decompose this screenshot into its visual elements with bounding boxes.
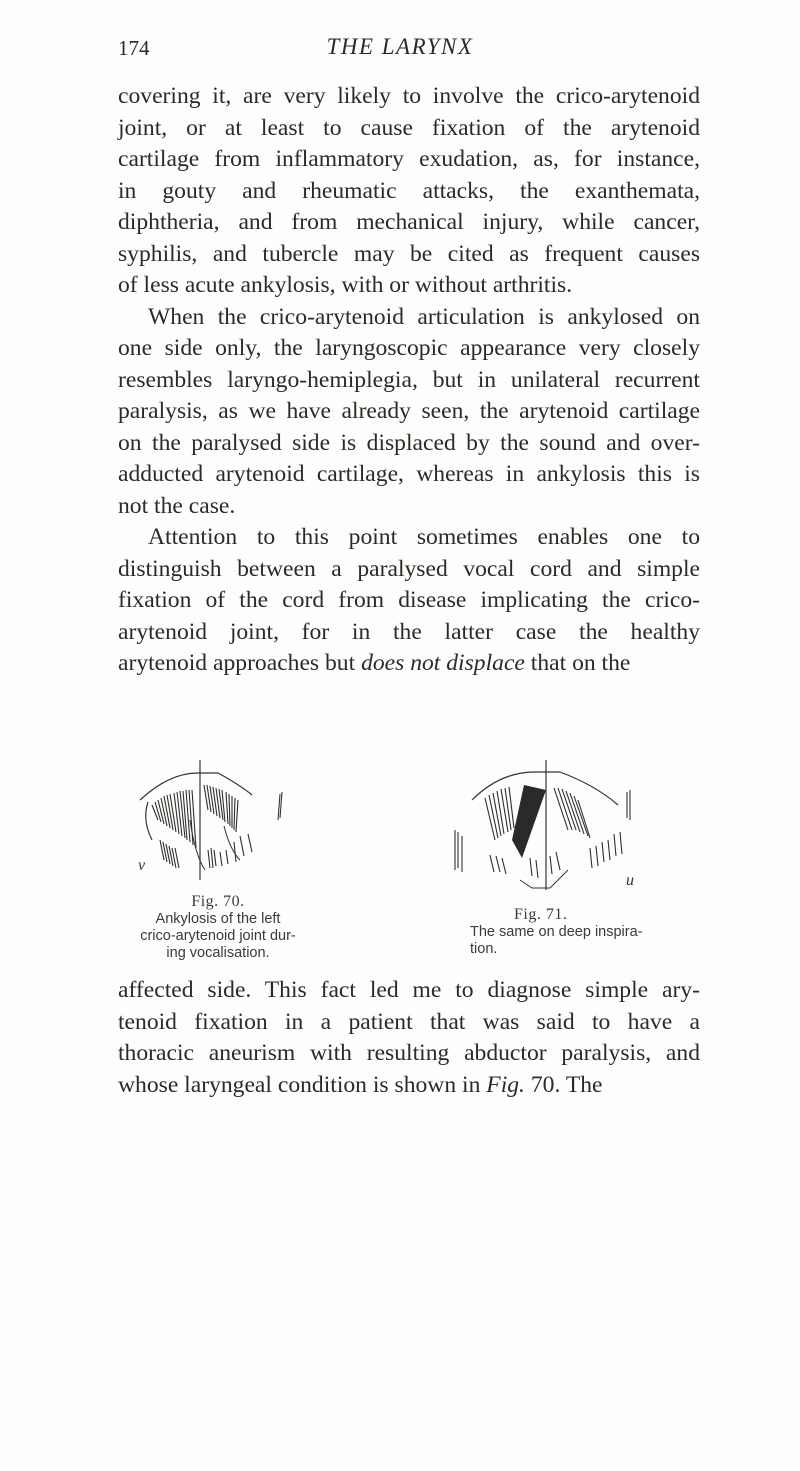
figure-70-illustration — [130, 760, 315, 880]
figure-70-label: Fig. 70. — [191, 893, 245, 910]
text-line: one side only, the laryngoscopic appearance very closely — [118, 335, 700, 361]
figure-71-caption-line: The same on deep inspira- — [470, 924, 643, 940]
text-line: diphtheria, and from mechanical injury, while cancer, — [118, 209, 700, 235]
text-line: in gouty and rheumatic attacks, the exanthemata, — [118, 177, 700, 204]
italic-phrase: does not displace — [361, 650, 525, 676]
text-line: thoracic aneurism with resulting abductor paralysis, and — [118, 1040, 700, 1066]
figure-71-illustration — [450, 760, 650, 895]
text-line: not the case. — [118, 492, 236, 519]
figure-70-caption — [118, 893, 318, 962]
paragraph-4 — [118, 975, 700, 1101]
figure-70-caption-line: crico-arytenoid joint dur- — [140, 928, 296, 944]
figure-71-caption-line: tion. — [470, 941, 498, 957]
text-line: tenoid fixation in a patient that was said to have a — [118, 1008, 700, 1035]
text-line: paralysis, as we have already seen, the arytenoid cartilage — [118, 398, 700, 424]
text-line: Attention to this point sometimes enables one to — [148, 524, 700, 550]
figure-70-letter: v — [138, 857, 146, 874]
text-line: resembles laryngo-hemiplegia, but in unilateral recurrent — [118, 366, 700, 393]
italic-fig-ref: Fig. — [486, 1071, 525, 1098]
figure-70-caption-line: ing vocalisation. — [166, 945, 270, 961]
paragraph-3 — [118, 522, 700, 680]
figure-71-letter: u — [626, 872, 634, 889]
text-line: fixation of the cord from disease implicating the crico- — [118, 587, 700, 613]
paragraph-2 — [118, 302, 700, 523]
figure-70-caption-line: Ankylosis of the left — [155, 911, 281, 927]
text-line: adducted arytenoid cartilage, whereas in ankylosis this is — [118, 461, 700, 487]
paragraph-4-last-line: whose laryngeal condition is shown in Fig. 70. The — [118, 1071, 603, 1098]
text-line: affected side. This fact led me to diagnose simple ary- — [118, 977, 700, 1003]
text-line: cartilage from inflammatory exudation, as, for instance, — [118, 146, 700, 172]
text-line: arytenoid joint, for in the latter case the healthy — [118, 618, 700, 645]
text-line: on the paralysed side is displaced by the sound and over- — [118, 429, 700, 456]
page-number: 174 — [118, 36, 150, 60]
paragraph-1 — [118, 81, 700, 302]
text-line: covering it, are very likely to involve the crico-arytenoid — [118, 83, 700, 109]
text-line: syphilis, and tubercle may be cited as frequent causes — [118, 240, 700, 267]
page-header — [0, 36, 800, 66]
figure-71-label: Fig. 71. — [514, 906, 568, 923]
text-line: When the crico-arytenoid articulation is ankylosed on — [148, 303, 700, 330]
running-head: THE LARYNX — [326, 34, 474, 59]
text-line: distinguish between a paralysed vocal cord and simple — [118, 555, 700, 582]
text-line: joint, or at least to cause fixation of the arytenoid — [118, 114, 700, 141]
paragraph-3-last-line: arytenoid approaches but does not displace that on the — [118, 650, 631, 676]
text-line: of less acute ankylosis, with or without arthritis. — [118, 272, 573, 298]
figure-71-caption — [470, 906, 655, 958]
